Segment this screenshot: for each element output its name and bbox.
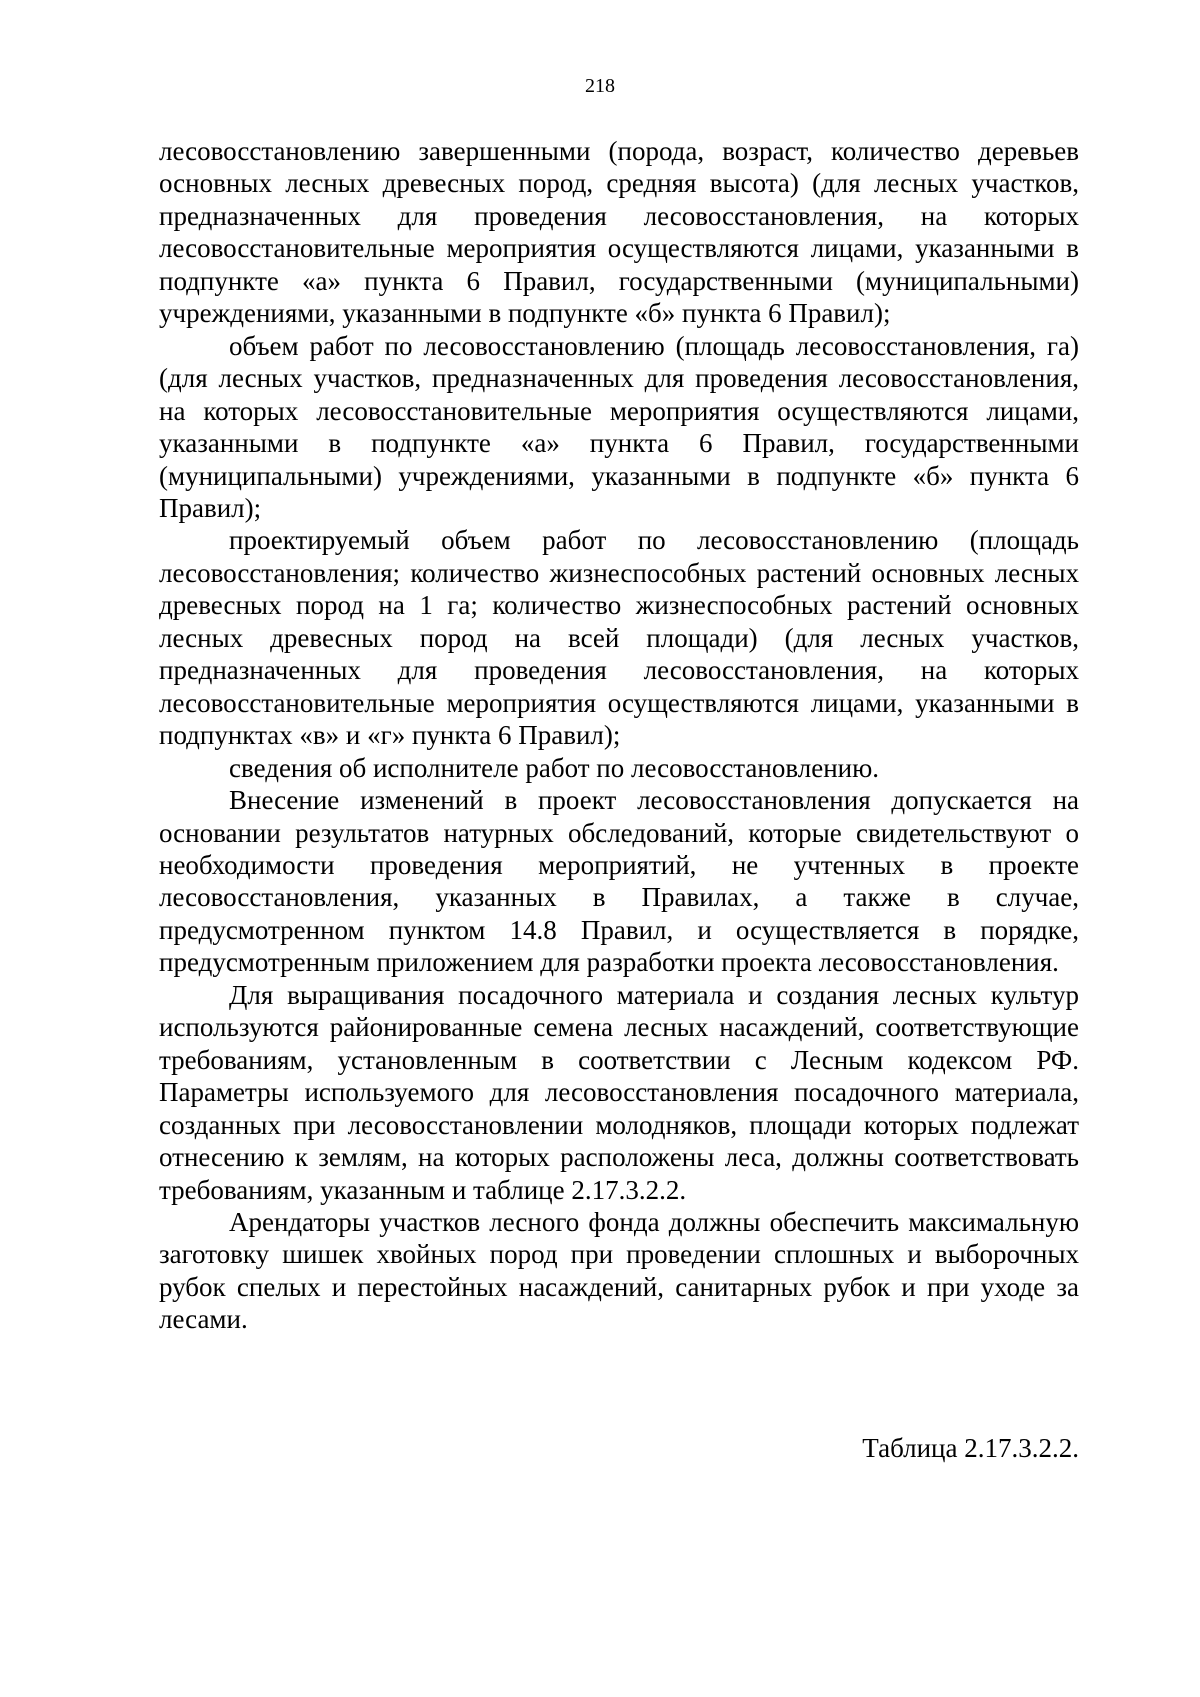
paragraph-contractor-info: сведения об исполнителе работ по лесовосстановлению. [229, 752, 880, 783]
paragraph-project-changes: Внесение изменений в проект лесовосстановления допускается на основании результатов натурных обследований, которые свидетельствуют о необходимости проведения мероприятий, не учтенных в проекте лесовосстановления, указанных в Правилах, а также в случае, предусмотренном пунктом 14.8 Правил, и осуществляется в порядке, предусмотренным приложением для разработки проекта лесовосстановления. [159, 785, 1079, 978]
paragraph-continuation: лесовосстановлению завершенными (порода, возраст, количество деревьев основных лесных древесных пород, средняя высота) (для лесных участков, предназначенных для проведения лесовосстановления, на которых лесовосстановительные мероприятия осуществляются лицами, указанными в подпункте «а» пункта 6 Правил, государственными (муниципальными) учреждениями, указанными в подпункте «б» пункта 6 Правил); [159, 136, 1079, 329]
body-text [159, 135, 1079, 1336]
paragraph-work-volume: объем работ по лесовосстановлению (площадь лесовосстановления, га) (для лесных участков, предназначенных для проведения лесовосстановления, на которых лесовосстановительные мероприятия осуществляются лицами, указанными в подпункте «а» пункта 6 Правил, государственными (муниципальными) учреждениями, указанными в подпункте «б» пункта 6 Правил); [159, 330, 1079, 523]
paragraph-projected-volume: проектируемый объем работ по лесовосстановлению (площадь лесовосстановления; количество жизнеспособных растений основных лесных древесных пород на 1 га; количество жизнеспособных растений основных лесных древесных пород на всей площади) (для лесных участков, предназначенных для проведения лесовосстановления, на которых лесовосстановительные мероприятия осуществляются лицами, указанными в подпунктах «в» и «г» пункта 6 Правил); [159, 525, 1079, 751]
page-number: 218 [585, 75, 615, 97]
paragraph-planting-material: Для выращивания посадочного материала и создания лесных культур используются районированные семена лесных насаждений, соответствующие требованиям, установленным в соответствии с Лесным кодексом РФ. Параметры используемого для лесовосстановления посадочного материала, созданных при лесовосстановлении молодняков, площади которых подлежат отнесению к землям, на которых расположены леса, должны соответствовать требованиям, указанным и таблице 2.17.3.2.2. [159, 979, 1079, 1205]
table-caption: Таблица 2.17.3.2.2. [862, 1433, 1079, 1463]
paragraph-cone-harvesting: Арендаторы участков лесного фонда должны обеспечить максимальную заготовку шишек хвойных пород при проведении сплошных и выборочных рубок спелых и перестойных насаждений, санитарных рубок и при уходе за лесами. [159, 1206, 1079, 1335]
